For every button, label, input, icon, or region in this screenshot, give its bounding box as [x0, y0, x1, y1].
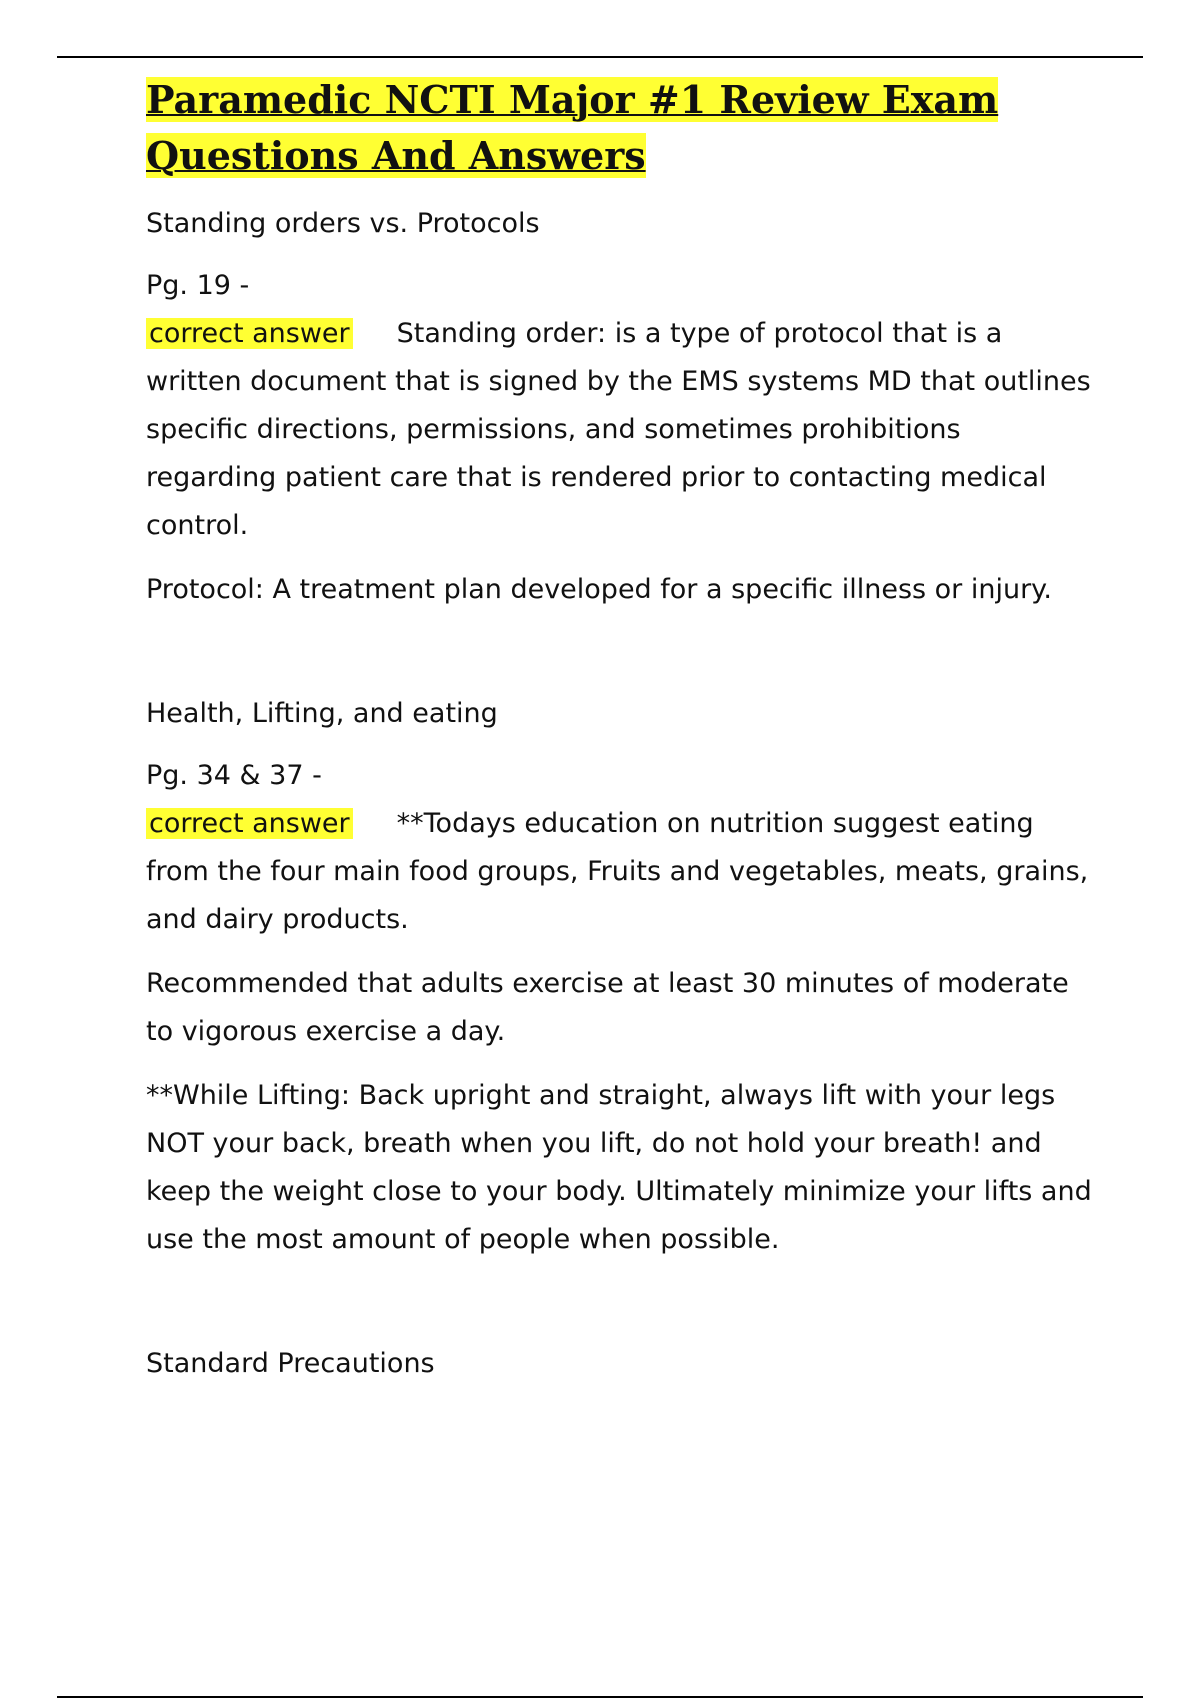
correct-answer-tag-2: correct answer [146, 808, 353, 839]
answer-2-paragraph-2: Recommended that adults exercise at least 30 minutes of moderate to vigorous exercise a day. [146, 968, 1069, 1047]
answer-2-paragraph-3: **While Lifting: Back upright and straight, always lift with your legs NOT your back, breath when you lift, do not hold your breath! and keep the weight close to your body. Ultimately minimize your lifts and use the most amount of people when possible. [146, 1080, 1092, 1255]
spacer [146, 630, 1096, 690]
question-2: Health, Lifting, and eating [146, 698, 498, 729]
answer-1-paragraph-2: Protocol: A treatment plan developed for a specific illness or injury. [146, 574, 1052, 605]
document-title [146, 72, 1096, 184]
bottom-rule [57, 1696, 1143, 1698]
spacer [146, 1280, 1096, 1340]
page-ref-1: Pg. 19 - [146, 270, 250, 301]
answer-1 [146, 310, 1096, 550]
question-3: Standard Precautions [146, 1348, 435, 1379]
answer-2 [146, 800, 1096, 944]
title-line-2: Questions And Answers [146, 133, 646, 178]
question-1: Standing orders vs. Protocols [146, 208, 540, 239]
top-rule [57, 56, 1143, 58]
answer-2-text: **Todays education on nutrition suggest eating from the four main food groups, Fruits and vegetables, meats, grains, and dairy products. [146, 808, 1089, 935]
answer-1-text: Standing order: is a type of protocol that is a written document that is signed by the EMS systems MD that outlines specific directions, permissions, and sometimes prohibitions regarding patient care that is rendered prior to contacting medical control. [146, 318, 1091, 541]
title-line-1: Paramedic NCTI Major #1 Review Exam [146, 77, 999, 122]
document-body [146, 72, 1096, 1402]
correct-answer-tag-1: correct answer [146, 318, 353, 349]
page-ref-2: Pg. 34 & 37 - [146, 760, 322, 791]
